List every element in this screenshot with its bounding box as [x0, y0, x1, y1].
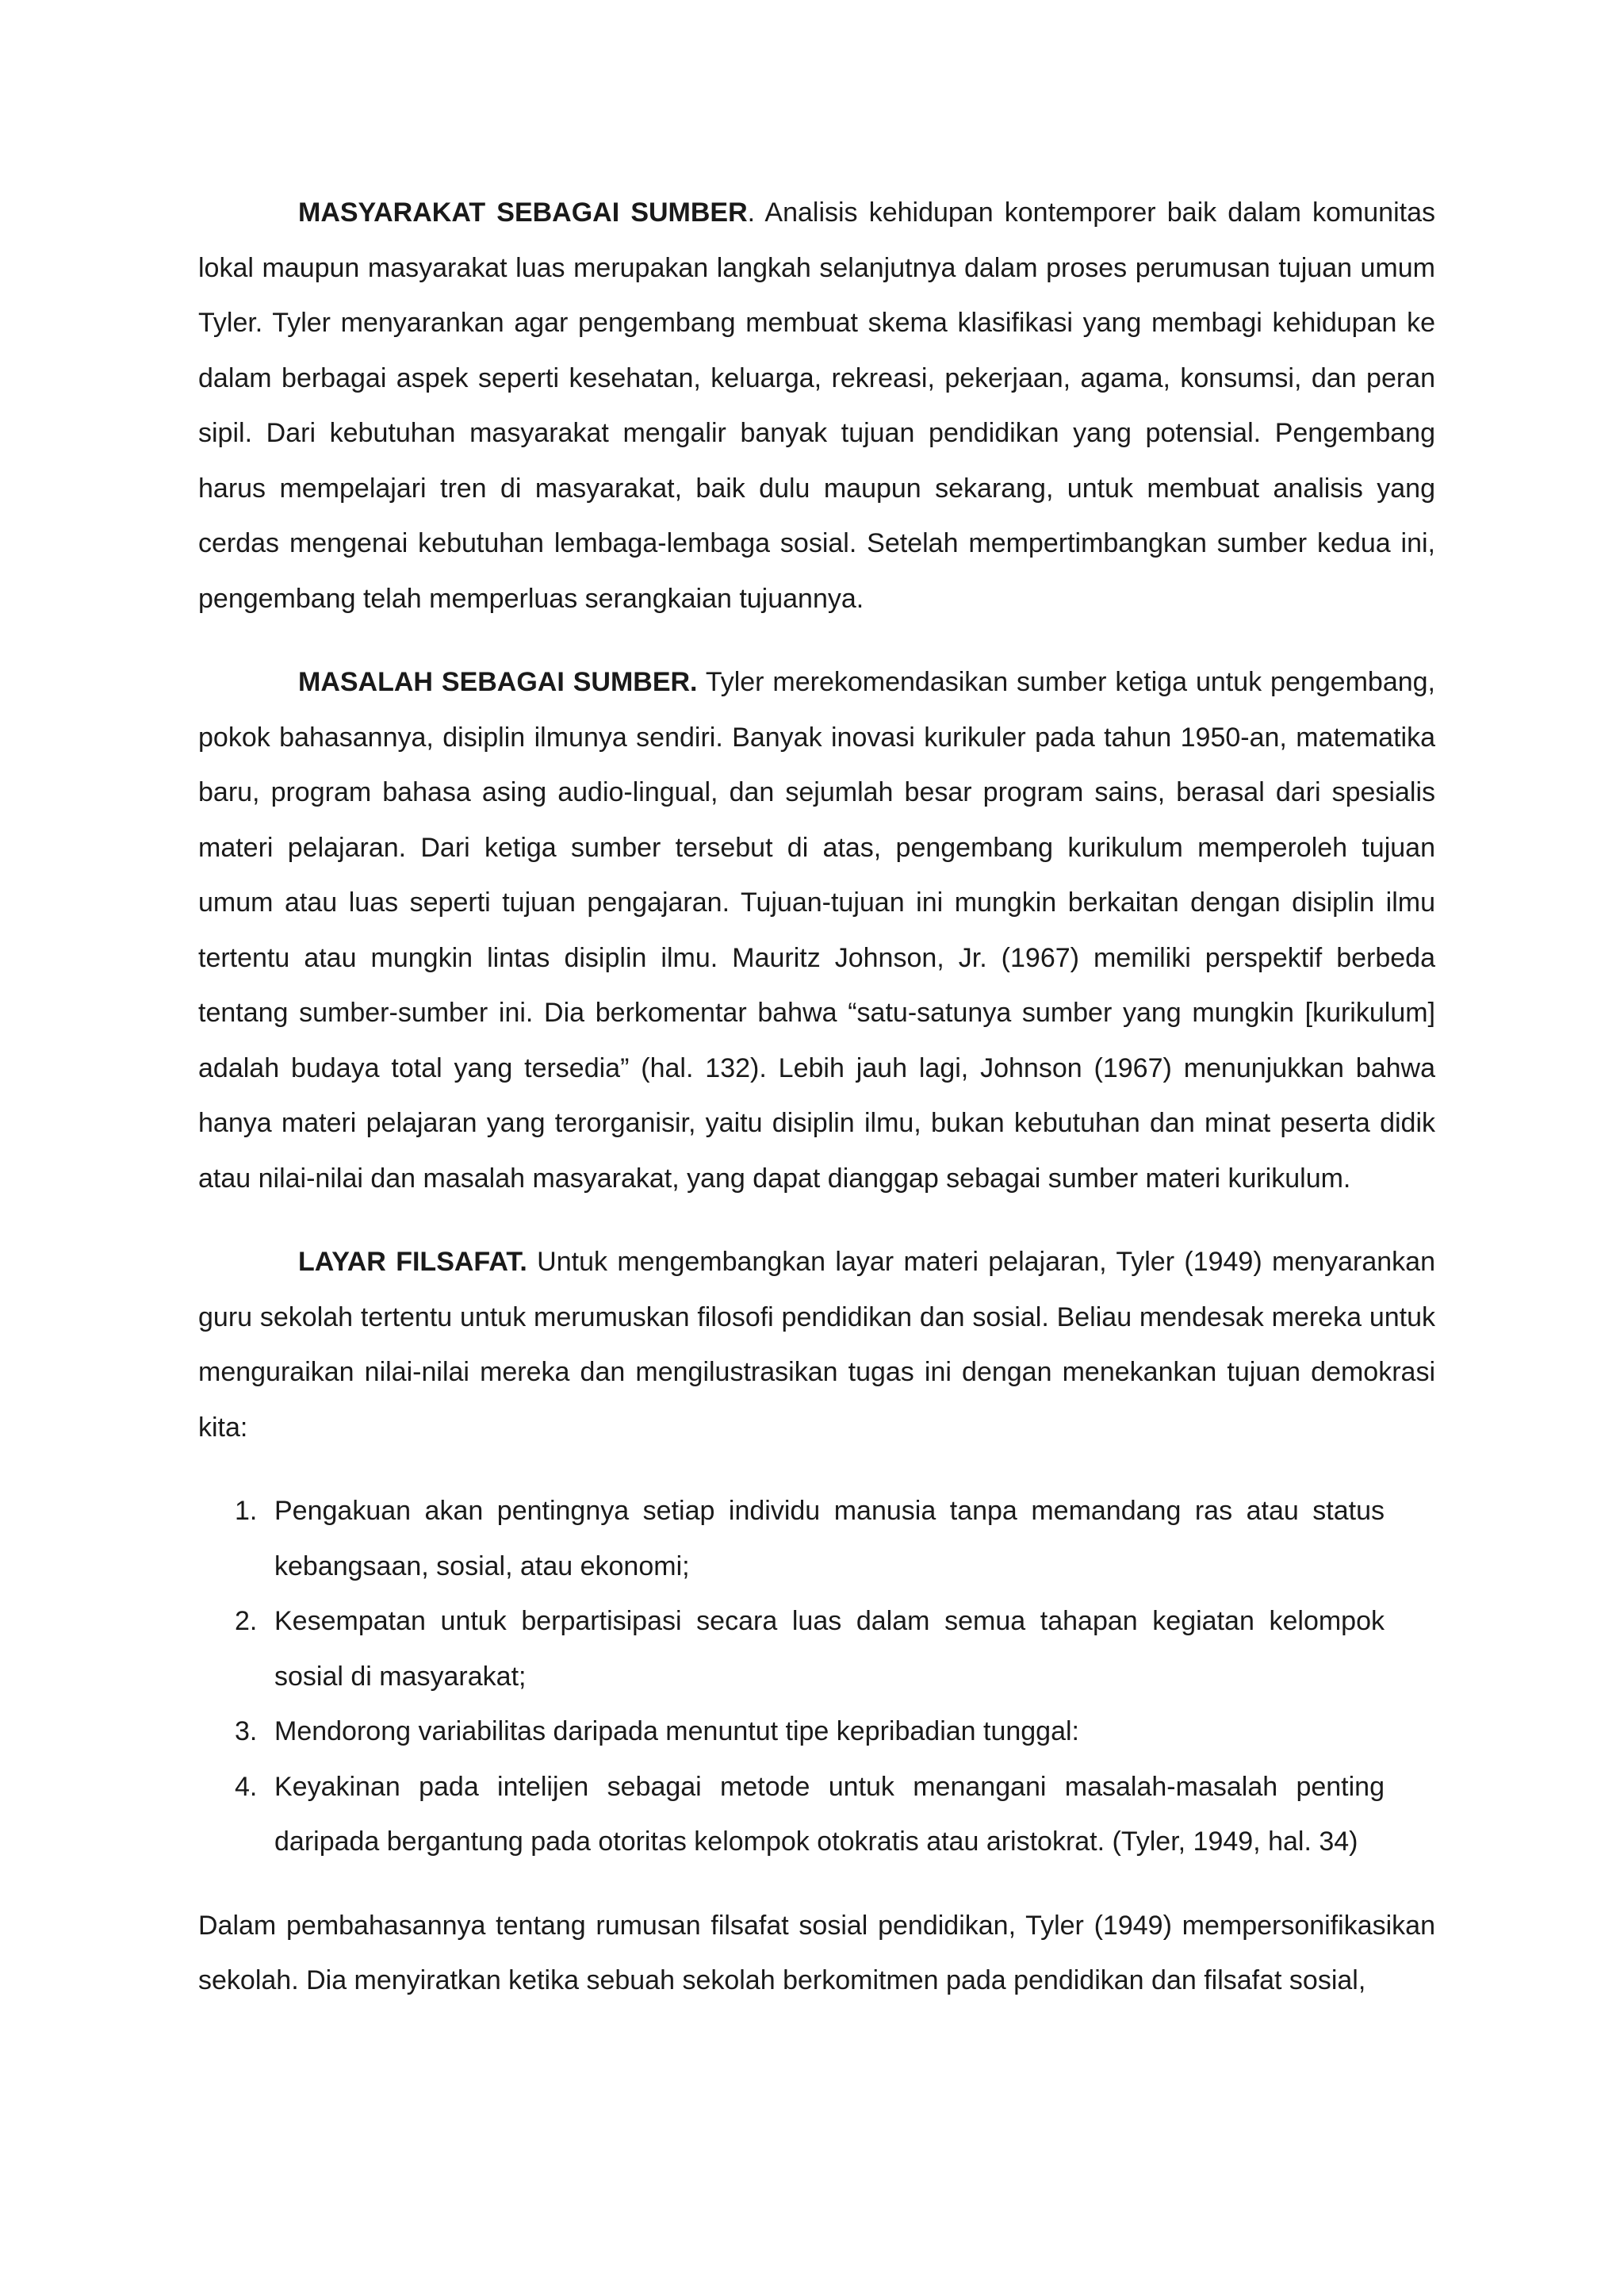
document-body — [198, 186, 1435, 2009]
democracy-goals-list — [198, 1484, 1385, 1870]
paragraph-layar — [198, 1235, 1435, 1455]
list-item-number: 4. — [235, 1771, 258, 1802]
list-item-text: Keyakinan pada intelijen sebagai metode untuk menangani masalah-masalah penting daripada bergantung pada otoritas kelompok otokratis atau aristokrat. (Tyler, 1949, hal. 34) — [274, 1771, 1385, 1857]
list-item-text: Mendorong variabilitas daripada menuntut tipe kepribadian tunggal: — [274, 1716, 1080, 1746]
paragraph-final: Dalam pembahasannya tentang rumusan filsafat sosial pendidikan, Tyler (1949) mempersonifikasikan sekolah. Dia menyiratkan ketika sebuah sekolah berkomitmen pada pendidikan dan filsafat sosial, — [198, 1910, 1435, 1995]
text-masalah: Tyler merekomendasikan sumber ketiga untuk pengembang, pokok bahasannya, disiplin ilmunya sendiri. Banyak inovasi kurikuler pada tahun 1950-an, matematika baru, program bahasa asing audio-lingual, dan sejumlah besar program sains, berasal dari spesialis materi pelajaran. Dari ketiga sumber tersebut di atas, pengembang kurikulum memperoleh tujuan umum atau luas seperti tujuan pengajaran. Tujuan-tujuan ini mungkin berkaitan dengan disiplin ilmu tertentu atau mungkin lintas disiplin ilmu. Mauritz Johnson, Jr. (1967) memiliki perspektif berbeda tentang sumber-sumber ini. Dia berkomentar bahwa “satu-satunya sumber yang mungkin [kurikulum] adalah budaya total yang tersedia” (hal. 132). Lebih jauh lagi, Johnson (1967) menunjukkan bahwa hanya materi pelajaran yang terorganisir, yaitu disiplin ilmu, bukan kebutuhan dan minat peserta didik atau nilai-nilai dan masalah masyarakat, yang dapat dianggap sebagai sumber materi kurikulum. — [198, 667, 1435, 1194]
list-item-number: 3. — [235, 1716, 258, 1746]
heading-masalah: MASALAH SEBAGAI SUMBER. — [298, 667, 698, 697]
list-item-number: 2. — [235, 1606, 258, 1636]
list-item — [235, 1704, 1385, 1760]
text-layar: Untuk mengembangkan layar materi pelajaran, Tyler (1949) menyarankan guru sekolah tertentu untuk merumuskan filosofi pendidikan dan sosial. Beliau mendesak mereka untuk menguraikan nilai-nilai mereka dan mengilustrasikan tugas ini dengan menekankan tujuan demokrasi kita: — [198, 1247, 1436, 1443]
paragraph-masalah — [198, 655, 1435, 1206]
list-item — [235, 1484, 1385, 1594]
list-item-text: Pengakuan akan pentingnya setiap individu manusia tanpa memandang ras atau status kebangsaan, sosial, atau ekonomi; — [274, 1496, 1385, 1581]
list-item — [235, 1594, 1385, 1704]
list-item-text: Kesempatan untuk berpartisipasi secara luas dalam semua tahapan kegiatan kelompok sosial di masyarakat; — [274, 1606, 1385, 1692]
heading-masyarakat: MASYARAKAT SEBAGAI SUMBER — [298, 197, 748, 228]
heading-layar: LAYAR FILSAFAT. — [298, 1247, 527, 1277]
paragraph-masyarakat — [198, 186, 1435, 627]
text-masyarakat: . Analisis kehidupan kontemporer baik dalam komunitas lokal maupun masyarakat luas merupakan langkah selanjutnya dalam proses perumusan tujuan umum Tyler. Tyler menyarankan agar pengembang membuat skema klasifikasi yang membagi kehidupan ke dalam berbagai aspek seperti kesehatan, keluarga, rekreasi, pekerjaan, agama, konsumsi, dan peran sipil. Dari kebutuhan masyarakat mengalir banyak tujuan pendidikan yang potensial. Pengembang harus mempelajari tren di masyarakat, baik dulu maupun sekarang, untuk membuat analisis yang cerdas mengenai kebutuhan lembaga-lembaga sosial. Setelah mempertimbangkan sumber kedua ini, pengembang telah memperluas serangkaian tujuannya. — [198, 197, 1435, 614]
list-item — [235, 1760, 1385, 1870]
list-item-number: 1. — [235, 1496, 258, 1526]
